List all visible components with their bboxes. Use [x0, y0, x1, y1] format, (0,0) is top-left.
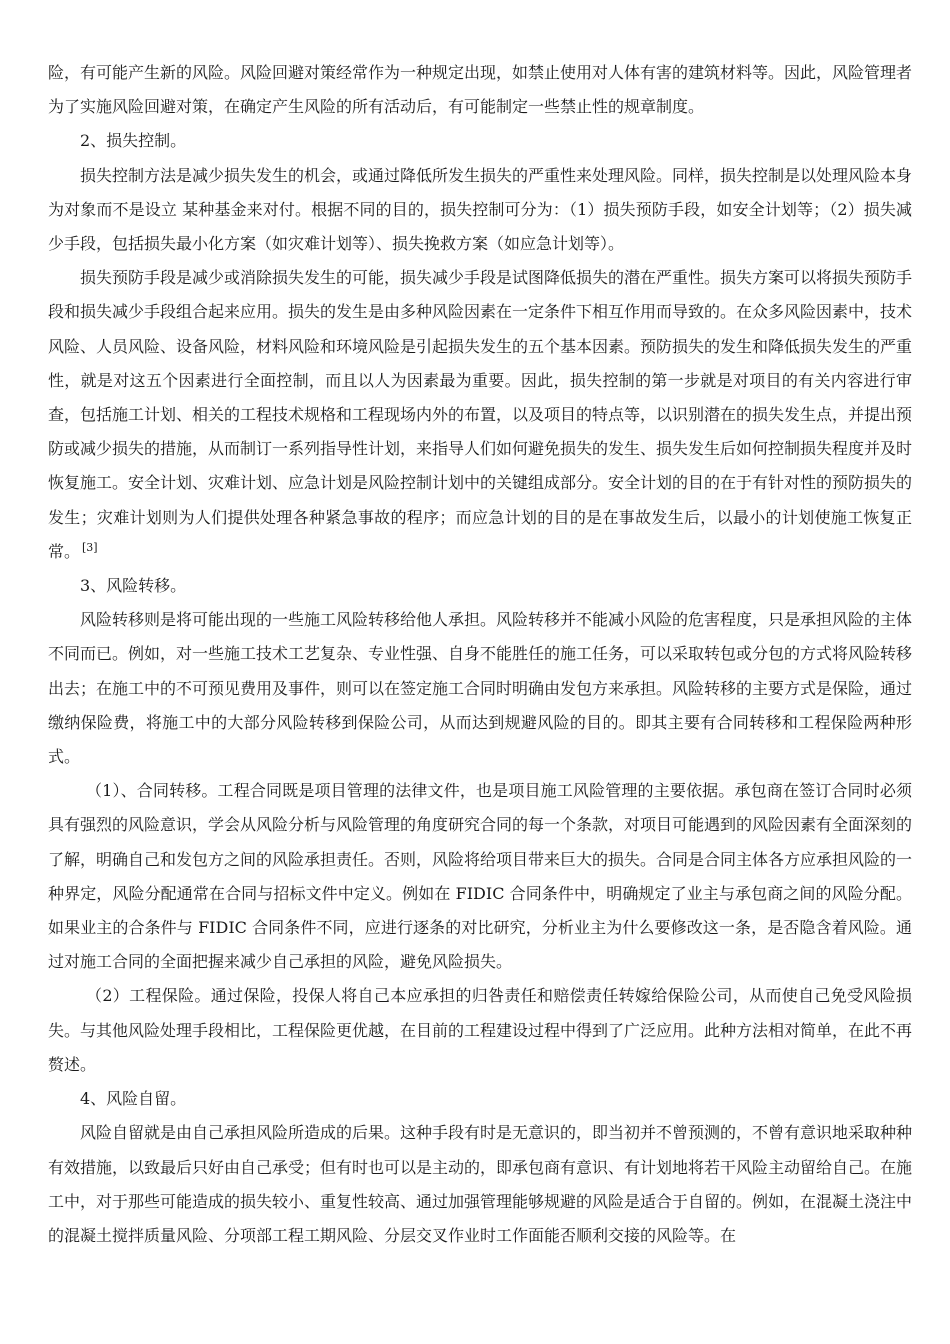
paragraph-risk-avoidance-end: 险，有可能产生新的风险。风险回避对策经常作为一种规定出现，如禁止使用对人体有害的建筑材料等。因此，风险管理者为了实施风险回避对策，在确定产生风险的所有活动后，有可能制定一些禁止性的规章制度。 [48, 63, 913, 117]
paragraph-loss-control-method: 损失控制方法是减少损失发生的机会，或通过降低所发生损失的严重性来处理风险。同样，损失控制是以处理风险本身为对象而不是设立 某种基金来对付。根据不同的目的，损失控制可分为：（1）损失预防手段，如安全计划等；（2）损失减少手段，包括损失最小化方案（如灾难计划等）、损失挽救方案（如应急计划等）。 [48, 165, 913, 254]
paragraph-contract-transfer: （1）、合同转移。工程合同既是项目管理的法律文件，也是项目施工风险管理的主要依据。承包商在签订合同时必须具有强烈的风险意识，学会从风险分析与风险管理的角度研究合同的每一个条款，对项目可能遇到的风险因素有全面深刻的了解，明确自己和发包方之间的风险承担责任。否则，风险将给项目带来巨大的损失。合同是合同主体各方应承担风险的一种界定，风险分配通常在合同与招标文件中定义。例如在 FIDIC 合同条件中，明确规定了业主与承包商之间的风险分配。如果业主的合条件与 FIDIC 合同条件不同，应进行逐条的对比研究，分析业主为什么要修改这一条，是否隐含着风险。通过对施工合同的全面把握来减少自己承担的风险，避免风险损失。 [48, 781, 913, 972]
citation-ref: [3] [82, 540, 98, 554]
paragraph-loss-prevention [48, 261, 912, 569]
paragraph-risk-transfer: 风险转移则是将可能出现的一些施工风险转移给他人承担。风险转移并不能减小风险的危害程度，只是承担风险的主体不同而已。例如，对一些施工技术工艺复杂、专业性强、自身不能胜任的施工任务，可以采取转包或分包的方式将风险转移出去；在施工中的不可预见费用及事件，则可以在签定施工合同时明确由发包方来承担。风险转移的主要方式是保险，通过缴纳保险费，将施工中的大部分风险转移到保险公司，从而达到规避风险的目的。即其主要有合同转移和工程保险两种形式。 [48, 610, 913, 767]
heading-risk-retention: 4、风险自留。 [80, 1089, 187, 1109]
paragraph-engineering-insurance: （2）工程保险。通过保险，投保人将自己本应承担的归咎责任和赔偿责任转嫁给保险公司，从而使自己免受风险损失。与其他风险处理手段相比，工程保险更优越，在目前的工程建设过程中得到了广泛应用。此种方法相对简单，在此不再赘述。 [48, 986, 913, 1074]
paragraph-risk-retention: 风险自留就是由自己承担风险所造成的后果。这种手段有时是无意识的，即当初并不曾预测的，不曾有意识地采取种种有效措施，以致最后只好由自己承受；但有时也可以是主动的，即承包商有意识、有计划地将若干风险主动留给自己。在施工中，对于那些可能造成的损失较小、重复性较高、通过加强管理能够规避的风险是适合于自留的。例如，在混凝土浇注中的混凝土搅拌质量风险、分项部工程工期风险、分层交叉作业时工作面能否顺利交接的风险等。在 [48, 1123, 913, 1245]
document-page [48, 56, 912, 1253]
paragraph-loss-prevention-text: 损失预防手段是减少或消除损失发生的可能，损失减少手段是试图降低损失的潜在严重性。损失方案可以将损失预防手段和损失减少手段组合起来应用。损失的发生是由多种风险因素在一定条件下相互作用而导致的。在众多风险因素中，技术风险、人员风险、设备风险，材料风险和环境风险是引起损失发生的五个基本因素。预防损失的发生和降低损失发生的严重性，就是对这五个因素进行全面控制，而且以人为因素最为重要。因此，损失控制的第一步就是对项目的有关内容进行审查，包括施工计划、相关的工程技术规格和工程现场内外的布置，以及项目的特点等，以识别潜在的损失发生点，并提出预防或减少损失的措施，从而制订一系列指导性计划，来指导人们如何避免损失的发生、损失发生后如何控制损失程度并及时恢复施工。安全计划、灾难计划、应急计划是风险控制计划中的关键组成部分。安全计划的目的在于有针对性的预防损失的发生；灾难计划则为人们提供处理各种紧急事故的程序；而应急计划的目的是在事故发生后，以最小的计划使施工恢复正常。 [48, 268, 913, 561]
heading-loss-control: 2、损失控制。 [80, 131, 187, 151]
heading-risk-transfer: 3、风险转移。 [80, 576, 187, 596]
